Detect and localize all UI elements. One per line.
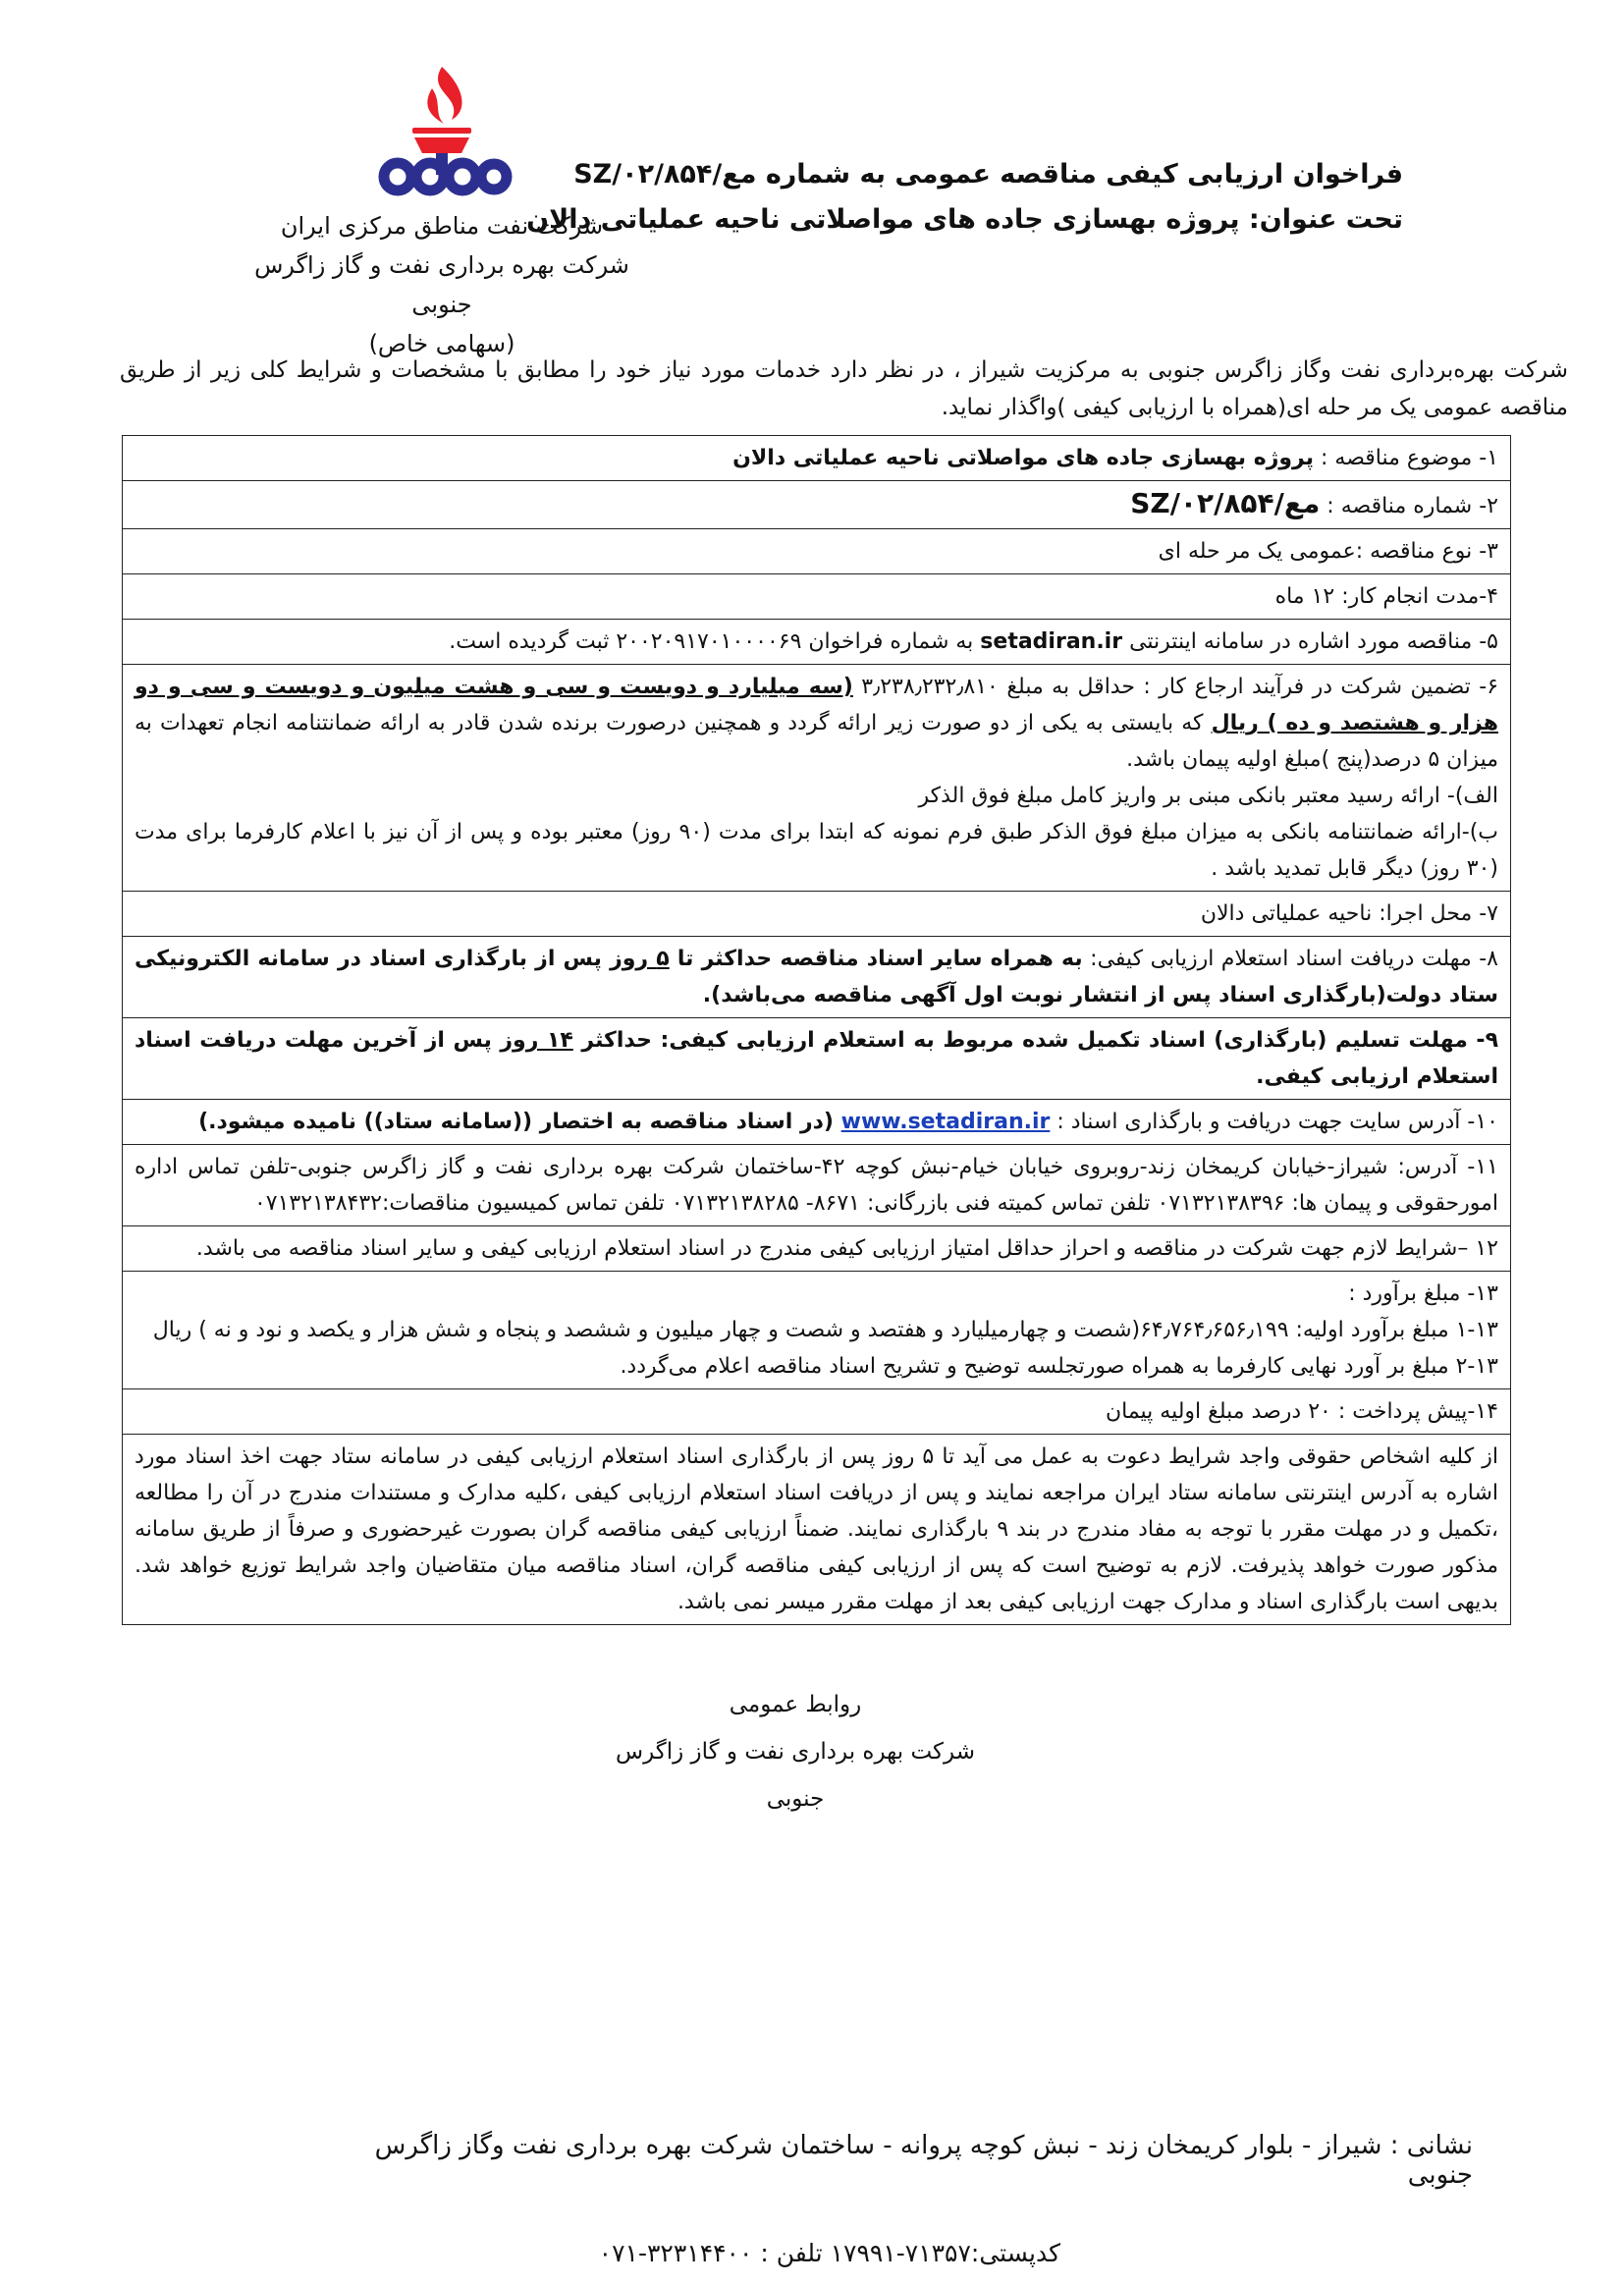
row-text: به شماره فراخوان ۲۰۰۲۰۹۱۷۰۱۰۰۰۰۶۹ ثبت گردیده است. [449, 629, 981, 654]
tender-subject: پروژه بهسازی جاده های مواصلاتی ناحیه عملیاتی دالان [732, 446, 1314, 470]
execution-location: ۷- محل اجرا: ناحیه عملیاتی دالان [123, 892, 1511, 937]
company-name-line: شرکت نفت مناطق مرکزی ایران [280, 212, 604, 240]
table-row [123, 892, 1511, 937]
initial-estimate: ۱-۱۳ مبلغ برآورد اولیه: ۶۴٫۷۶۴٫۶۵۶٫۱۹۹(شصت و چهارمیلیارد و هفتصد و شصت و چهار میلیون و ششصد و پنجاه و شش هزار و یکصد و نود و نه ) ریال [152, 1318, 1498, 1342]
prepayment: ۱۴-پیش پرداخت : ۲۰ درصد مبلغ اولیه پیمان [123, 1389, 1511, 1435]
table-row [123, 665, 1511, 892]
company-type-line: (سهامی خاص) [368, 330, 515, 357]
public-relations-label: روابط عمومی [729, 1692, 862, 1717]
table-row [123, 1226, 1511, 1272]
signature-block [589, 1681, 1001, 1823]
estimate-heading: ۱۳- مبلغ برآورد : [1348, 1281, 1498, 1306]
submission-days: ۱۴ روز [500, 1028, 573, 1053]
footer-phone: کدپستی:۷۱۳۵۷-۱۷۹۹۱ تلفن : ۳۲۳۱۴۴۰۰-۰۷۱ [598, 2239, 1060, 2267]
row-text: ۵- مناقصه مورد اشاره در سامانه اینترنتی [1122, 629, 1498, 654]
row-text: ۹- مهلت تسلیم (بارگذاری) اسناد تکمیل شده مربوط به استعلام ارزیابی کیفی: حداکثر [572, 1028, 1498, 1053]
final-estimate: ۲-۱۳ مبلغ بر آورد نهایی کارفرما به همراه صورتجلسه توضیح و تشریح اسناد مناقصه اعلام می‌گردد. [620, 1354, 1498, 1379]
tender-type: ۳- نوع مناقصه :عمومی یک مر حله ای [123, 529, 1511, 574]
row-text: ۶- تضمین شرکت در فرآیند ارجاع کار : حداقل به مبلغ ۳٫۲۳۸٫۲۳۲٫۸۱۰ [852, 675, 1499, 699]
guarantee-option-be: ب)-ارائه ضمانتنامه بانکی به میزان مبلغ فوق الذکر طبق فرم نمونه که ابتدا برای مدت (۹۰ روز) معتبر بوده و پس از آن نیز با اعلام کارفرما برای مدت (۳۰ روز) دیگر قابل تمدید باشد . [135, 820, 1498, 881]
tender-number: مع/۰۲/۸۵۴/SZ [1130, 487, 1321, 519]
table-row [123, 1100, 1511, 1145]
row-label: ۱- موضوع مناقصه : [1314, 446, 1498, 470]
signature-company: شرکت بهره برداری نفت و گاز زاگرس جنوبی [616, 1739, 975, 1812]
participation-conditions: ۱۲ –شرایط لازم جهت شرکت در مناقصه و احراز حداقل امتیاز ارزیابی کیفی مندرج در اسناد استعلام ارزیابی کیفی و سایر اسناد مناقصه می باشد. [123, 1226, 1511, 1272]
table-row [123, 1272, 1511, 1389]
table-row [123, 1018, 1511, 1100]
company-name-line: شرکت بهره برداری نفت و گاز زاگرس جنوبی [254, 251, 629, 318]
guarantee-amount-words: (سه میلیارد و دویست و سی و هشت میلیون و دویست و سی و دو هزار و هشتصد و ده ) ریال [135, 675, 1498, 735]
table-row [123, 436, 1511, 481]
guarantee-option-alef: الف)- ارائه رسید معتبر بانکی مبنی بر واریز کامل مبلغ فوق الذکر [918, 784, 1498, 808]
table-row [123, 1389, 1511, 1435]
work-duration: ۴-مدت انجام کار: ۱۲ ماه [123, 574, 1511, 620]
table-row [123, 574, 1511, 620]
table-row [123, 529, 1511, 574]
row-text: (در اسناد مناقصه به اختصار ((سامانه ستاد)) نامیده میشود.) [198, 1110, 841, 1134]
row-text: پس از آخرین مهلت دریافت اسناد استعلام ارزیابی کیفی. [135, 1028, 1498, 1089]
nioc-flame-logo-icon [353, 59, 530, 206]
footer-address: نشانی : شیراز - بلوار کریمخان زند - نبش کوچه پروانه - ساختمان شرکت بهره برداری نفت وگاز زاگرس جنوبی [374, 2131, 1473, 2190]
table-row [123, 1145, 1511, 1226]
table-row [123, 481, 1511, 529]
row-label: ۲- شماره مناقصه : [1320, 494, 1498, 518]
setadiran-site: setadiran.ir [980, 629, 1123, 654]
document-receipt-days: ۵ روز [610, 947, 670, 971]
invitation-paragraph: از کلیه اشخاص حقوقی واجد شرایط دعوت به عمل می آید تا ۵ روز پس از بارگذاری اسناد استعلام ارزیابی کیفی در سامانه ستاد جهت اخذ اسناد مورد اشاره به آدرس اینترنتی سامانه ستاد ایران مراجعه نمایند و پس از دریافت اسناد استعلام ارزیابی کیفی ،کلیه مدارک و مستندات مندرج در آن را مطالعه ،تکمیل و در مهلت مقرر با توجه به مفاد مندرج در بند ۹ بارگذاری نمایند. ضمناً ارزیابی کیفی مناقصه گران بصورت غیرحضوری و صرفاً از طریق سامانه مذکور صورت خواهد پذیرفت. لازم به توضیح است که پس از ارزیابی کیفی مناقصه گران، اسناد مناقصه میان متقاضیان واجد شرایط توزیع خواهد شد. بدیهی است بارگذاری اسناد و مدارک جهت ارزیابی کیفی بعد از مهلت مقرر میسر نمی باشد. [123, 1435, 1511, 1625]
tender-subject-line: تحت عنوان: پروژه بهسازی جاده های مواصلاتی ناحیه عملیاتی دالان [526, 204, 1403, 235]
contact-address: ۱۱- آدرس: شیراز-خیابان کریمخان زند-روبروی خیابان خیام-نبش کوچه ۴۲-ساختمان شرکت بهره برداری نفت و گاز زاگرس جنوبی-تلفن تماس اداره امورحقوقی و پیمان ها: ۰۷۱۳۲۱۳۸۳۹۶ تلفن تماس کمیته فنی بازرگانی: ۸۶۷۱- ۰۷۱۳۲۱۳۸۲۸۵ تلفن تماس کمیسیون مناقصات:۰۷۱۳۲۱۳۸۴۳۲ [123, 1145, 1511, 1226]
intro-paragraph: شرکت بهره‌برداری نفت وگاز زاگرس جنوبی به مرکزیت شیراز ، در نظر دارد خدمات مورد نیاز خود را مطابق با مشخصات و شرایط کلی زیر از طریق مناقصه عمومی یک مر حله ای(همراه با ارزیابی کیفی )واگذار نماید. [120, 357, 1568, 420]
table-row [123, 937, 1511, 1018]
row-text: ۱۰- آدرس سایت جهت دریافت و بارگذاری اسناد : [1050, 1110, 1498, 1134]
row-text: به همراه سایر اسناد مناقصه حداکثر تا [669, 947, 1083, 971]
tender-title [526, 152, 1403, 243]
tender-title-line: فراخوان ارزیابی کیفی مناقصه عمومی به شماره مع/۰۲/۸۵۴/SZ [573, 159, 1403, 190]
table-row [123, 620, 1511, 665]
row-text: پس از بارگذاری اسناد در سامانه الکترونیکی ستاد دولت(بارگذاری اسناد پس از انتشار نوبت اول آگهی مناقصه می‌باشد). [135, 947, 1498, 1007]
guarantee-text [135, 669, 1498, 778]
table-row [123, 1435, 1511, 1625]
row-text: که بایستی به یکی از دو صورت زیر ارائه گردد و همچنین درصورت برنده شدن قادر به ارائه ضمانتنامه انجام تعهدات به میزان ۵ درصد(پنج )مبلغ اولیه پیمان باشد. [135, 711, 1498, 772]
tender-conditions-table [122, 435, 1511, 1625]
setadiran-link[interactable]: www.setadiran.ir [840, 1110, 1051, 1134]
row-text: ۸- مهلت دریافت اسناد استعلام ارزیابی کیفی: [1082, 947, 1498, 971]
